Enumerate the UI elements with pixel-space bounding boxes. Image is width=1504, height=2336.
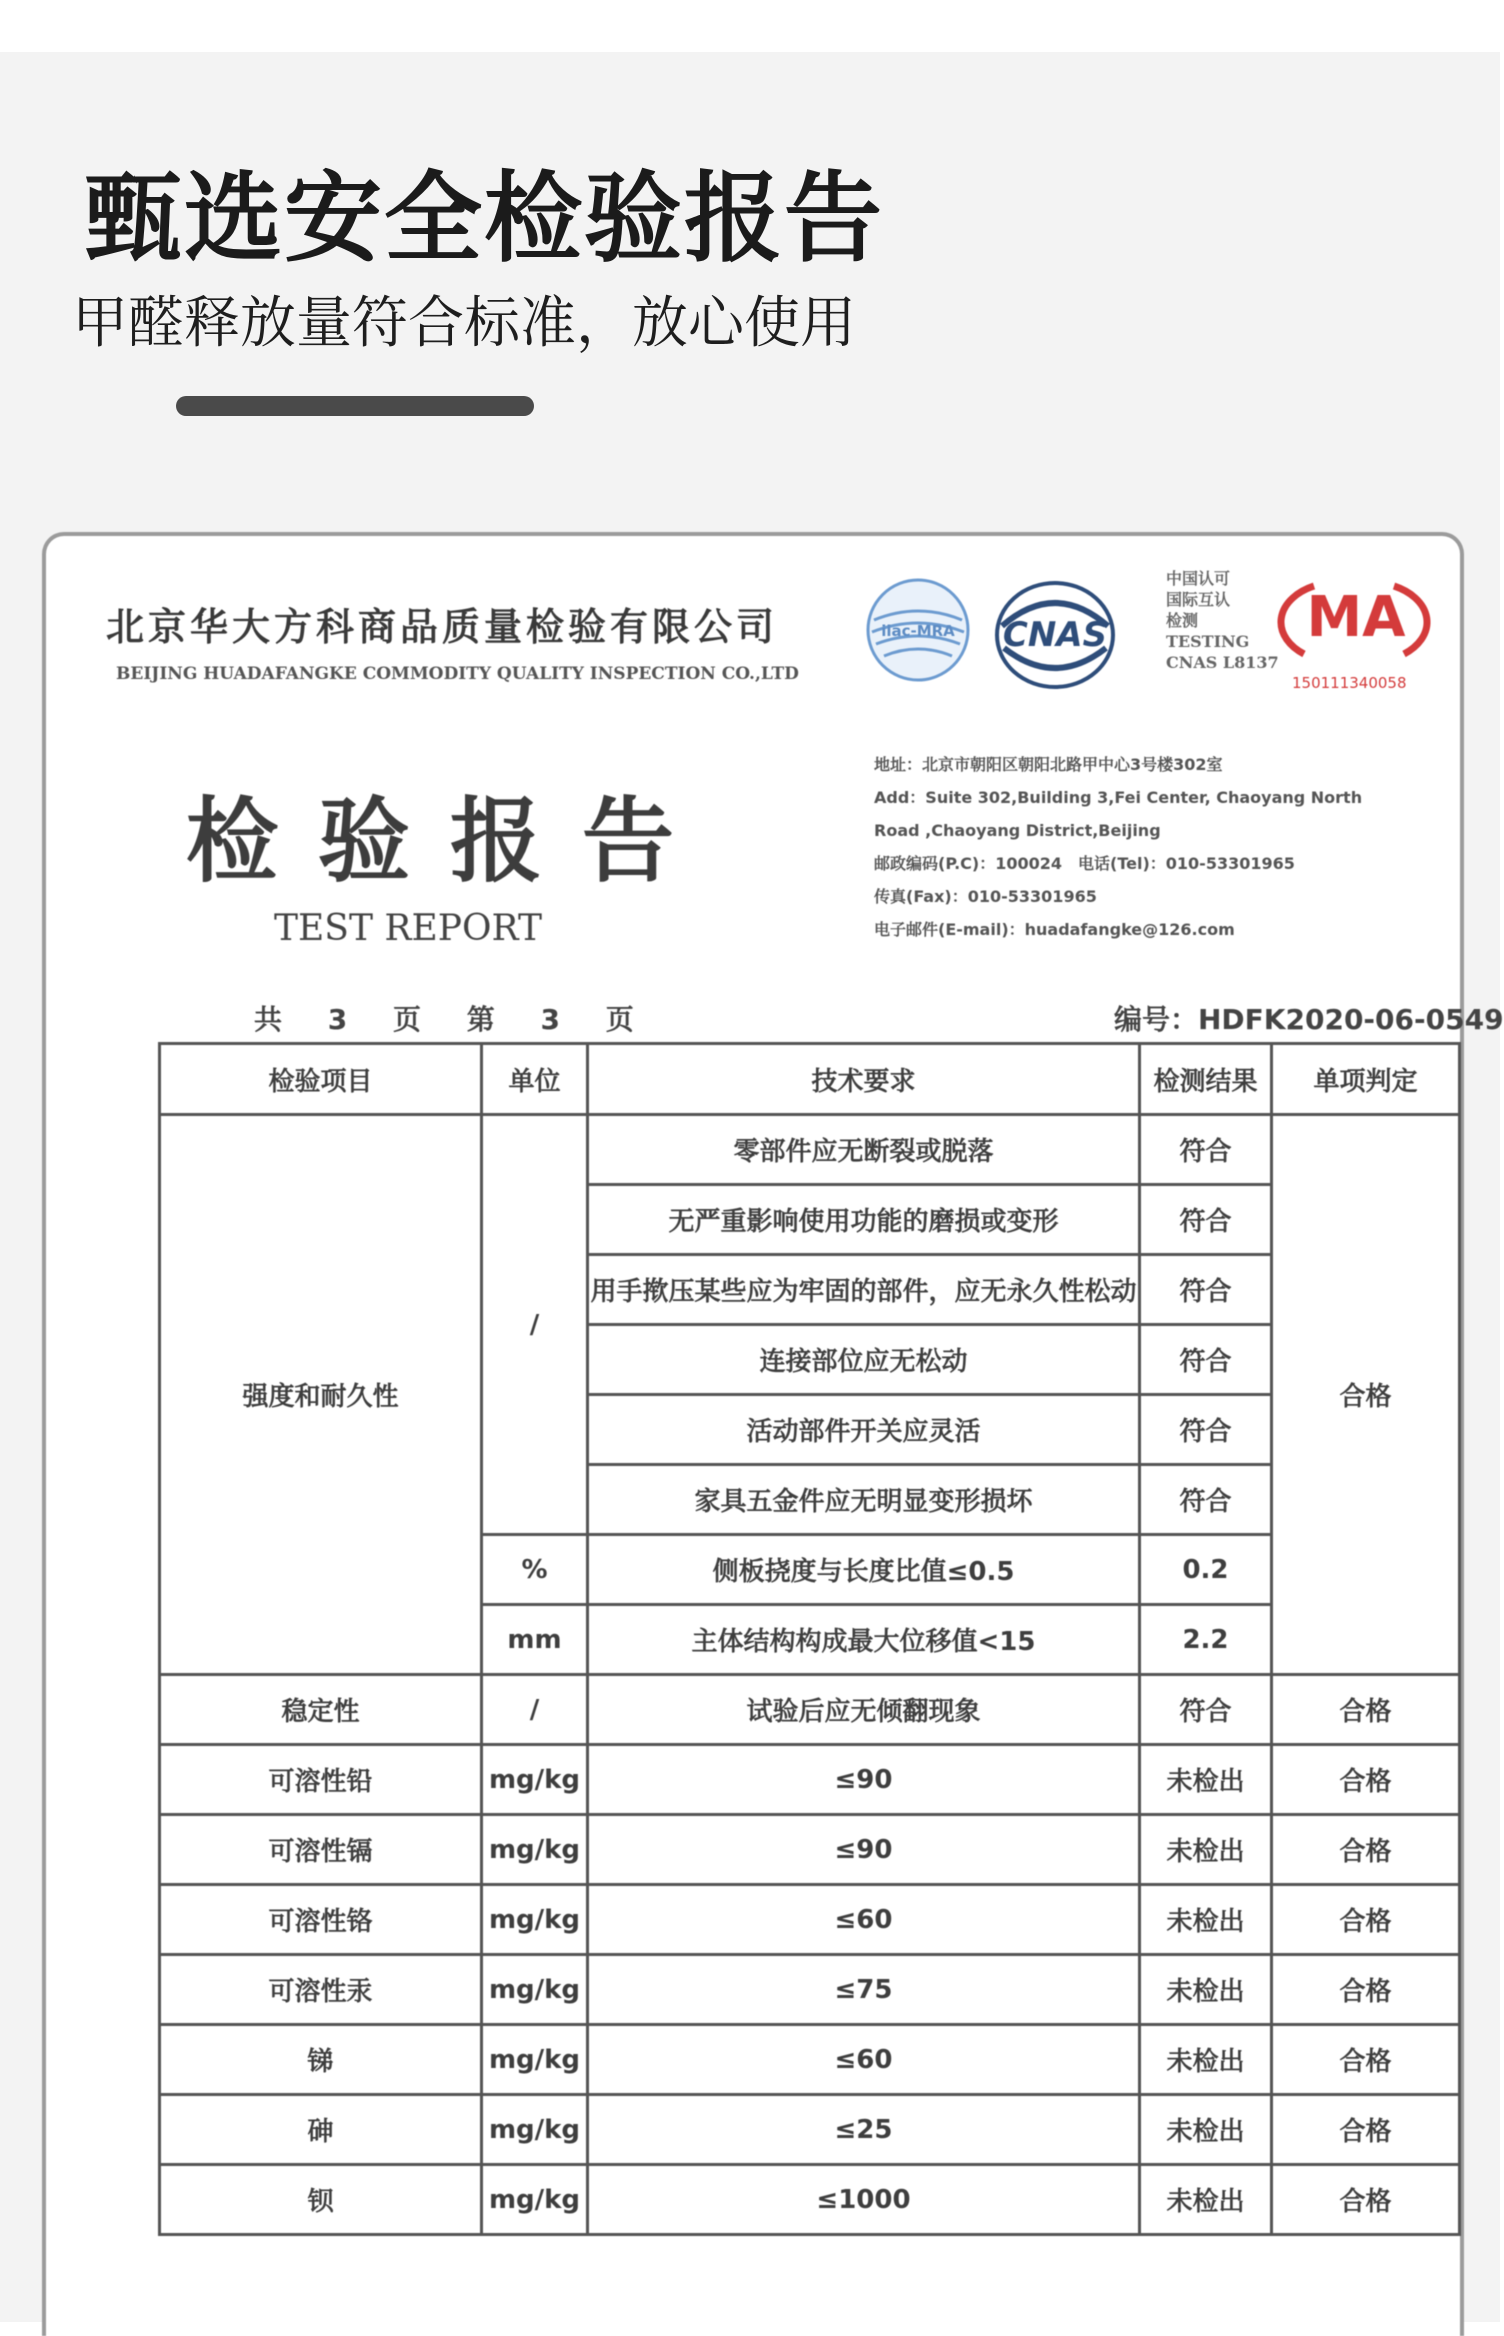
item-cell: 钡 <box>160 2165 482 2235</box>
report-number: 编号：HDFK2020-06-0549 <box>1114 1003 1504 1036</box>
verdict-cell: 合格 <box>1272 1815 1460 1885</box>
headline-underbar <box>176 396 534 416</box>
requirement-cell: ≤25 <box>588 2095 1140 2165</box>
cma-number: 150111340058 <box>1292 674 1407 692</box>
cma-logo <box>1290 570 1418 660</box>
header-cell: 技术要求 <box>588 1044 1140 1115</box>
result-cell: 未检出 <box>1140 1815 1272 1885</box>
item-cell: 可溶性铬 <box>160 1885 482 1955</box>
requirement-cell: ≤60 <box>588 1885 1140 1955</box>
item-cell: 锑 <box>160 2025 482 2095</box>
verdict-cell: 合格 <box>1272 2095 1460 2165</box>
result-cell: 符合 <box>1140 1395 1272 1465</box>
requirement-cell: 连接部位应无松动 <box>588 1325 1140 1395</box>
report-title-cn: 检验报告 <box>186 787 715 895</box>
header-cell: 单项判定 <box>1272 1044 1460 1115</box>
result-cell: 2.2 <box>1140 1605 1272 1675</box>
result-cell: 未检出 <box>1140 2165 1272 2235</box>
requirement-cell: 主体结构构成最大位移值<15 <box>588 1605 1140 1675</box>
address-block <box>874 748 1434 946</box>
cnas-accreditation-text: 中国认可 国际互认 检测 TESTING CNAS L8137 <box>1166 569 1279 672</box>
requirement-cell: ≤75 <box>588 1955 1140 2025</box>
unit-cell: mg/kg <box>482 1885 588 1955</box>
table-row <box>160 1745 1460 1815</box>
item-cell: 稳定性 <box>160 1675 482 1745</box>
unit-cell: mg/kg <box>482 1815 588 1885</box>
requirement-cell: ≤60 <box>588 2025 1140 2095</box>
item-cell: 可溶性汞 <box>160 1955 482 2025</box>
unit-cell: % <box>482 1535 588 1605</box>
requirement-cell: 用手揿压某些应为牢固的部件，应无永久性松动 <box>588 1255 1140 1325</box>
unit-cell: mg/kg <box>482 1955 588 2025</box>
results-table <box>158 1042 1461 2236</box>
address-line: 地址：北京市朝阳区朝阳北路甲中心3号楼302室 <box>874 755 1223 774</box>
item-cell: 砷 <box>160 2095 482 2165</box>
report-title-en: TEST REPORT <box>274 908 543 949</box>
report-image <box>42 532 1504 2336</box>
result-cell: 符合 <box>1140 1115 1272 1185</box>
group-item-cell: 强度和耐久性 <box>160 1115 482 1675</box>
result-cell: 未检出 <box>1140 2025 1272 2095</box>
unit-cell: mg/kg <box>482 2165 588 2235</box>
table-row <box>160 1955 1460 2025</box>
verdict-cell: 合格 <box>1272 2165 1460 2235</box>
result-cell: 符合 <box>1140 1325 1272 1395</box>
header-cell: 检验项目 <box>160 1044 482 1115</box>
unit-cell: mg/kg <box>482 2095 588 2165</box>
requirement-cell: 活动部件开关应灵活 <box>588 1395 1140 1465</box>
group-verdict-cell: 合格 <box>1272 1115 1460 1675</box>
address-line: 电子邮件(E-mail)：huadafangke@126.com <box>874 920 1235 939</box>
table-row <box>160 2165 1460 2235</box>
table-row <box>160 1815 1460 1885</box>
result-cell: 符合 <box>1140 1465 1272 1535</box>
company-name-cn: 北京华大方科商品质量检验有限公司 <box>106 604 779 649</box>
result-cell: 未检出 <box>1140 1745 1272 1815</box>
verdict-cell: 合格 <box>1272 1745 1460 1815</box>
svg-text:MA: MA <box>1306 585 1406 650</box>
address-line: Add：Suite 302,Building 3,Fei Center, Chaoyang North <box>874 788 1363 807</box>
unit-cell: mm <box>482 1605 588 1675</box>
header-cell: 检测结果 <box>1140 1044 1272 1115</box>
result-cell: 符合 <box>1140 1255 1272 1325</box>
ilac-mra-logo <box>864 572 972 692</box>
company-name-en: BEIJING HUADAFANGKE COMMODITY QUALITY INSPECTION CO.,LTD <box>116 664 799 684</box>
result-cell: 符合 <box>1140 1675 1272 1745</box>
result-cell: 未检出 <box>1140 1955 1272 2025</box>
requirement-cell: ≤90 <box>588 1745 1140 1815</box>
table-row <box>160 1675 1460 1745</box>
page-headline: 甄选安全检验报告 <box>84 162 885 276</box>
verdict-cell: 合格 <box>1272 1885 1460 1955</box>
page-subheadline: 甲醛释放量符合标准，放心使用 <box>72 291 856 356</box>
result-cell: 0.2 <box>1140 1535 1272 1605</box>
unit-cell: / <box>482 1115 588 1535</box>
requirement-cell: 侧板挠度与长度比值≤0.5 <box>588 1535 1140 1605</box>
item-cell: 可溶性铅 <box>160 1745 482 1815</box>
verdict-cell: 合格 <box>1272 1955 1460 2025</box>
verdict-cell: 合格 <box>1272 1675 1460 1745</box>
requirement-cell: 无严重影响使用功能的磨损或变形 <box>588 1185 1140 1255</box>
cnas-logo <box>994 580 1116 690</box>
address-line: Road ,Chaoyang District,Beijing <box>874 821 1161 840</box>
svg-text:CNAS: CNAS <box>1002 615 1108 655</box>
top-strip <box>0 0 1500 52</box>
requirement-cell: 零部件应无断裂或脱落 <box>588 1115 1140 1185</box>
table-row <box>160 2095 1460 2165</box>
result-cell: 未检出 <box>1140 2095 1272 2165</box>
table-row <box>160 2025 1460 2095</box>
header-cell: 单位 <box>482 1044 588 1115</box>
table-header-row <box>160 1044 1460 1115</box>
table-row <box>160 1115 1460 1185</box>
page-count: 共 3 页 第 3 页 <box>254 1003 652 1036</box>
result-cell: 符合 <box>1140 1185 1272 1255</box>
address-line: 邮政编码(P.C)：100024 电话(Tel)：010-53301965 <box>874 854 1295 873</box>
requirement-cell: ≤90 <box>588 1815 1140 1885</box>
verdict-cell: 合格 <box>1272 2025 1460 2095</box>
result-cell: 未检出 <box>1140 1885 1272 1955</box>
item-cell: 可溶性镉 <box>160 1815 482 1885</box>
requirement-cell: 试验后应无倾翻现象 <box>588 1675 1140 1745</box>
requirement-cell: 家具五金件应无明显变形损坏 <box>588 1465 1140 1535</box>
requirement-cell: ≤1000 <box>588 2165 1140 2235</box>
address-line: 传真(Fax)：010-53301965 <box>874 887 1097 906</box>
unit-cell: mg/kg <box>482 1745 588 1815</box>
svg-text:ilac-MRA: ilac-MRA <box>881 622 955 640</box>
unit-cell: / <box>482 1675 588 1745</box>
unit-cell: mg/kg <box>482 2025 588 2095</box>
table-row <box>160 1885 1460 1955</box>
